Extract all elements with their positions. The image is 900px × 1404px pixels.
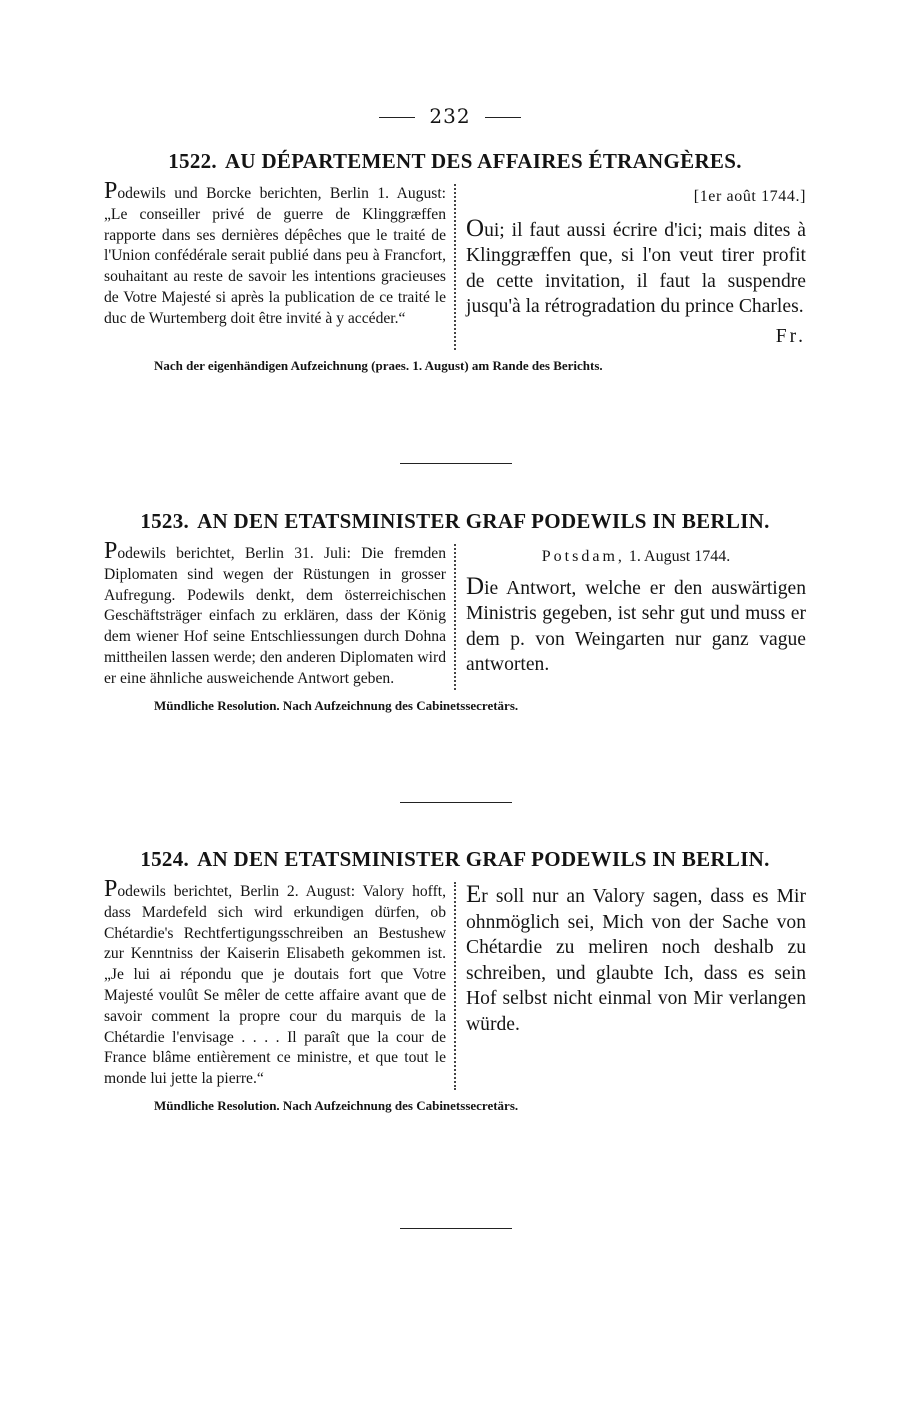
- entry-number: 1523.: [140, 509, 190, 533]
- entry-heading: [104, 146, 806, 176]
- report-summary: [104, 538, 454, 690]
- column-divider: [454, 544, 456, 690]
- reply-text: r soll nur an Valory sagen, dass es Mir ohnmöglich sei, Mich von der Sache von Chétardie zu meliren noch deshalb zu schreiben, und glaubte Ich, dass es sein Hof selbst nicht einmal von Mir verlangen würde.: [466, 886, 806, 1035]
- signature: Fr.: [775, 325, 806, 347]
- king-reply: [466, 882, 806, 1090]
- source-note: Mündliche Resolution. Nach Aufzeichnung des Cabinetssecretärs.: [154, 697, 519, 713]
- column-divider: [454, 882, 456, 1090]
- report-text: odewils berichtet, Berlin 2. August: Valory hofft, dass Mardefeld sich wird erkundigen dürfen, ob Chétardie's Rechtfertigungsschreiben an Bestushew zur Kenntniss der Kaiserin Elisabeth gekommen ist. „Je lui ai répondu que je doutais fort que Votre Majesté voulût Se mêler de cette affaire avant que de savoir comment la propre cour du marquis de la Chétardie l'envisage . . . . Il paraît que la cour de France blâme entièrement ce ministre, et que tout le monde lui jette la pierre.“: [104, 883, 446, 1088]
- entry-heading: [104, 506, 806, 536]
- page-number-dash-right: [485, 117, 521, 118]
- page-number: [0, 104, 900, 128]
- reply-text: ui; il faut aussi écrire d'ici; mais dites à Klinggræffen que, si l'on veut tirer profit de cette invitation, il faut la suspendre jusqu'à la rétrogradation du prince Charles.: [466, 219, 806, 318]
- source-note: Mündliche Resolution. Nach Aufzeichnung des Cabinetssecretärs.: [154, 1097, 519, 1113]
- section-rule: [400, 463, 512, 464]
- section-rule: [400, 802, 512, 803]
- reply-place: Potsdam,: [541, 548, 625, 565]
- source-note: Nach der eigenhändigen Aufzeichnung (praes. 1. August) am Rande des Berichts.: [154, 357, 603, 373]
- report-initial: P: [104, 178, 118, 204]
- column-divider: [454, 184, 456, 350]
- entry-title: AU DÉPARTEMENT DES AFFAIRES ÉTRANGÈRES.: [224, 149, 742, 173]
- entry-1523: [104, 506, 806, 714]
- entry-1522: [104, 146, 806, 374]
- entry-heading: [104, 844, 806, 874]
- report-text: odewils berichtet, Berlin 31. Juli: Die fremden Diplomaten sind wegen der Rüstungen in grosser Aufregung. Podewils denkt, dem österreichischen Geschäftsträger einfach zu erklären, dass der König dem wiener Hof seine Entschliessungen durch Dohna mittheilen lassen werde; den anderen Diplomaten wird er eine ähnliche ausweichende Antwort geben.: [104, 545, 446, 687]
- report-text: odewils und Borcke berichten, Berlin 1. August: „Le conseiller privé de guerre de Klinggræffen rapporte dans ses dernières dépêches que le traité de l'Union confédérale serait publié dans peu à Francfort, souhaitant au reste de savoir les intentions gracieuses de Votre Majesté si après la publication de ce traité le duc de Wurtemberg doit être invité à y accéder.“: [104, 185, 446, 327]
- entry-number: 1524.: [140, 847, 190, 871]
- report-initial: P: [104, 876, 118, 902]
- reply-initial: E: [466, 881, 482, 908]
- reply-date: [1er août 1744.]: [693, 188, 806, 205]
- entry-1524: [104, 844, 806, 1114]
- page-number-text: 232: [429, 104, 471, 128]
- reply-text: ie Antwort, welche er den auswärtigen Ministris gegeben, ist sehr gut und muss er dem p. von Weingarten nur ganz vague antworten.: [466, 577, 806, 676]
- report-summary: [104, 178, 454, 350]
- king-reply: [466, 184, 806, 350]
- report-summary: [104, 876, 454, 1090]
- reply-body: [466, 216, 806, 320]
- reply-initial: O: [466, 214, 485, 242]
- reply-date: [466, 544, 806, 570]
- section-rule: [400, 1228, 512, 1229]
- entry-title: AN DEN ETATSMINISTER GRAF PODEWILS IN BERLIN.: [197, 847, 770, 871]
- reply-date-text: 1. August 1744.: [628, 548, 731, 565]
- reply-body: [466, 882, 806, 1038]
- entry-number: 1522.: [168, 149, 217, 173]
- entry-columns: [104, 538, 806, 690]
- king-reply: [466, 544, 806, 690]
- reply-initial: D: [466, 572, 485, 600]
- entry-columns: [104, 876, 806, 1090]
- reply-body: [466, 574, 806, 678]
- page-number-dash-left: [379, 117, 415, 118]
- entry-title: AN DEN ETATSMINISTER GRAF PODEWILS IN BERLIN.: [197, 509, 770, 533]
- entry-columns: [104, 178, 806, 350]
- report-initial: P: [104, 538, 118, 564]
